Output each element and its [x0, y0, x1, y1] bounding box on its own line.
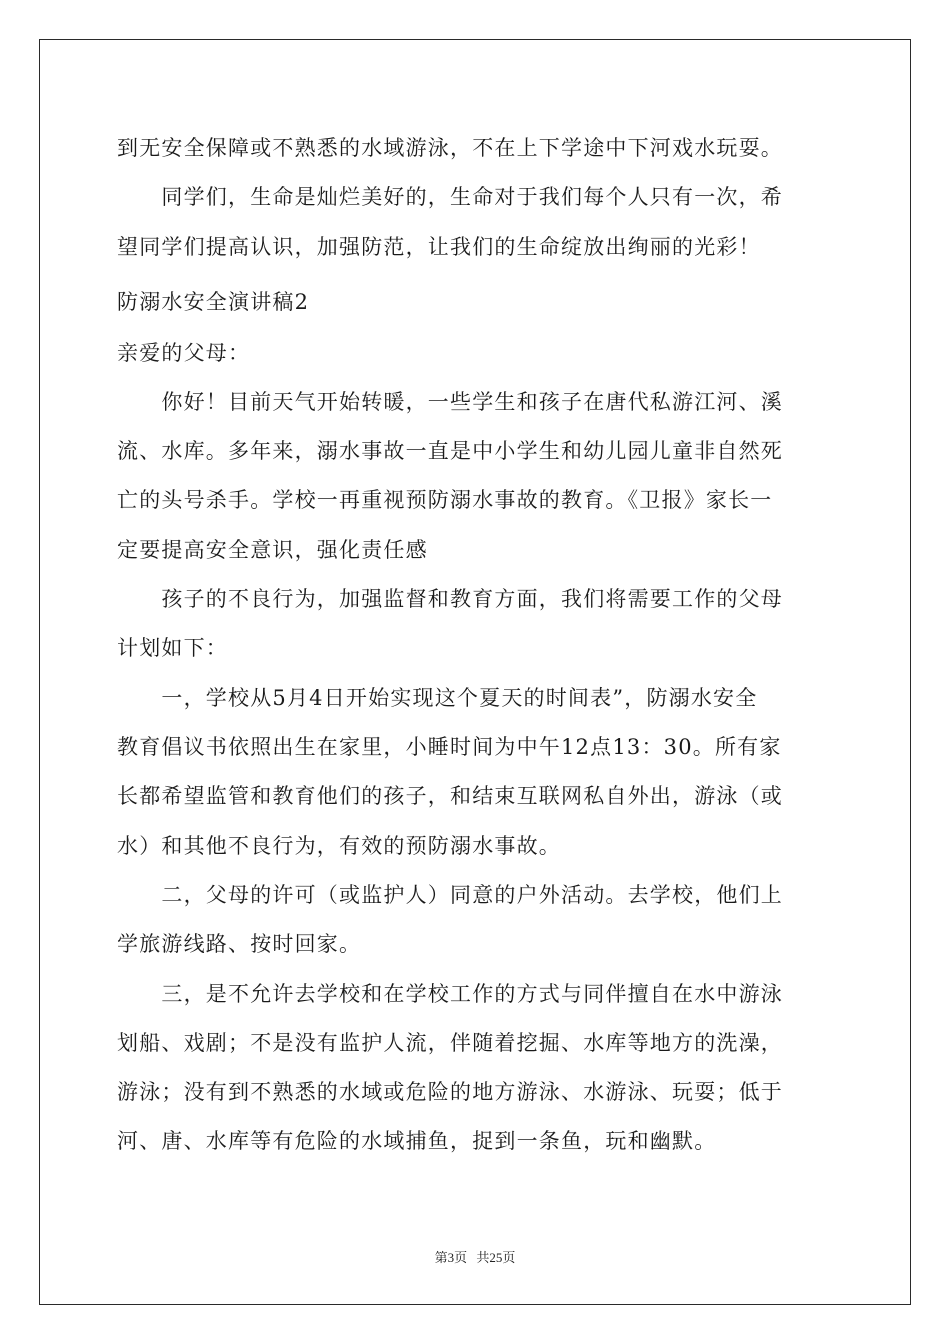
page-total: 共25页: [476, 1250, 516, 1265]
text-line: 孩子的不良行为，加强监督和教育方面，我们将需要工作的父母: [117, 587, 783, 611]
text-line: 学旅游线路、按时回家。: [117, 932, 362, 956]
text-line: 三，是不允许去学校和在学校工作的方式与同伴擅自在水中游泳: [117, 982, 783, 1006]
text-line: 一，学校从5月4日开始实现这个夏天的时间表”，防溺水安全: [117, 686, 758, 710]
text-line: 到无安全保障或不熟悉的水域游泳，不在上下学途中下河戏水玩耍。: [117, 136, 783, 160]
text-line: 二，父母的许可（或监护人）同意的户外活动。去学校，他们上: [117, 883, 783, 907]
page-number: 第3页: [434, 1250, 468, 1265]
text-line: 望同学们提高认识，加强防范，让我们的生命绽放出绚丽的光彩！: [117, 235, 761, 259]
text-line: 亡的头号杀手。学校一再重视预防溺水事故的教育。《卫报》家长一: [117, 488, 773, 512]
text-line: 你好！目前天气开始转暖，一些学生和孩子在唐代私游江河、溪: [117, 390, 783, 414]
text-line: 游泳；没有到不熟悉的水域或危险的地方游泳、水游泳、玩耍；低于: [117, 1080, 783, 1104]
text-line: 同学们，生命是灿烂美好的，生命对于我们每个人只有一次，希: [117, 185, 783, 209]
text-line: 教育倡议书依照出生在家里，小睡时间为中午12点13：30。所有家: [117, 735, 782, 759]
text-line: 计划如下：: [117, 636, 228, 660]
text-line: 河、唐、水库等有危险的水域捕鱼，捉到一条鱼，玩和幽默。: [117, 1129, 717, 1153]
text-line: 水）和其他不良行为，有效的预防溺水事故。: [117, 834, 561, 858]
page-footer: [0, 1247, 950, 1266]
text-line: 划船、戏剧；不是没有监护人流，伴随着挖掘、水库等地方的洗澡，: [117, 1031, 783, 1055]
salutation: 亲爱的父母：: [117, 341, 251, 365]
text-line: 长都希望监管和教育他们的孩子，和结束互联网私自外出，游泳（或: [117, 784, 783, 808]
text-line: 定要提高安全意识，强化责任感: [117, 538, 428, 562]
text-line: 流、水库。多年来，溺水事故一直是中小学生和幼儿园儿童非自然死: [117, 439, 783, 463]
section-title: 防溺水安全演讲稿2: [117, 290, 310, 314]
page-border: [39, 39, 911, 1305]
